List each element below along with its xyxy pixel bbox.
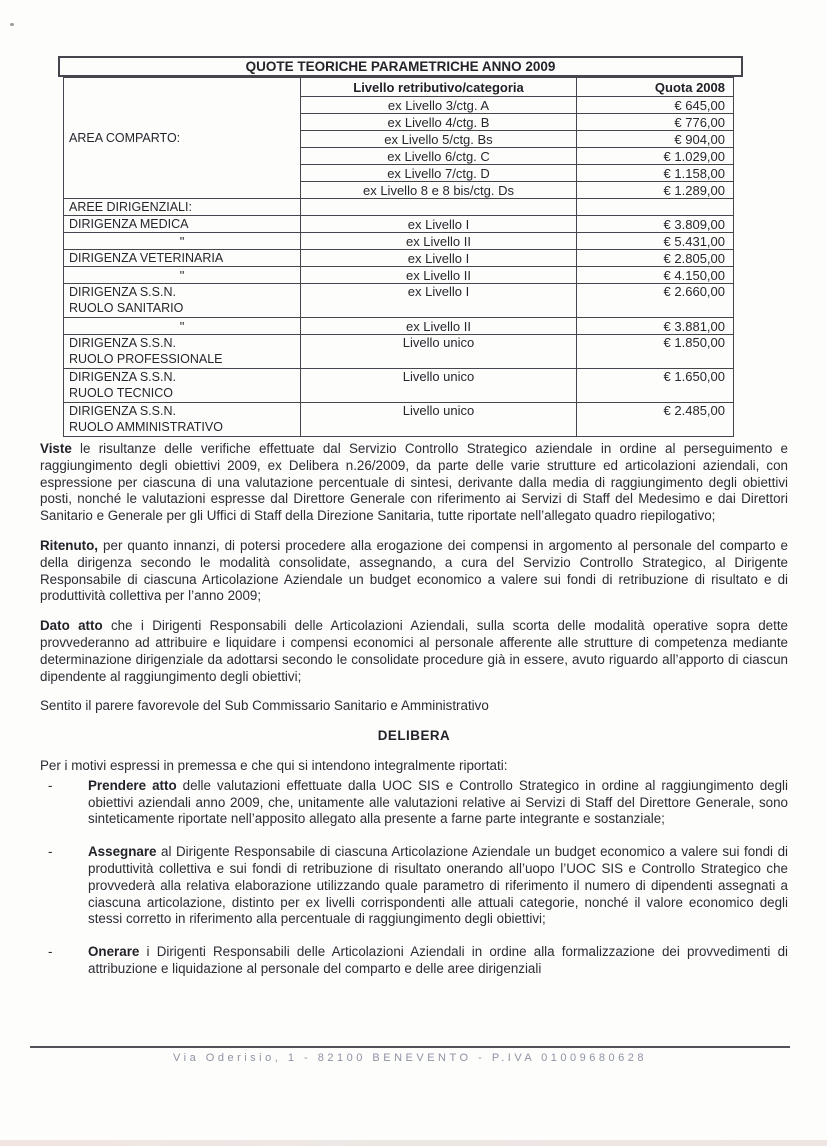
quota-cell: € 904,00 xyxy=(577,131,734,148)
level-cell: Livello unico xyxy=(301,369,577,403)
list-item-onerare xyxy=(40,944,788,978)
list-item-lead: Assegnare xyxy=(88,844,157,860)
level-cell: ex Livello II xyxy=(301,267,577,284)
dirigenza-label-line2: RUOLO SANITARIO xyxy=(69,301,184,315)
ditto-mark-cell: " xyxy=(64,233,301,250)
dirigenza-label-cell xyxy=(64,335,301,369)
table-row xyxy=(64,267,734,284)
list-item-lead: Prendere atto xyxy=(88,777,177,793)
quota-cell: € 1.029,00 xyxy=(577,148,734,165)
table-title: QUOTE TEORICHE PARAMETRICHE ANNO 2009 xyxy=(58,56,743,77)
quota-cell: € 5.431,00 xyxy=(577,233,734,250)
paragraph-text: per quanto innanzi, di potersi procedere alla erogazione dei compensi in argomento al personale del comparto e della dirigenza secondo le modalità consolidate, assegnando, a cura del Servizio Controllo Strategico, al Dirigente Responsabile di ciascuna Articolazione Aziendale un budget economico a valere sui fondi di retribuzione di risultato e di produttività collettiva per l’anno 2009; xyxy=(40,537,788,604)
quota-cell: € 3.809,00 xyxy=(577,216,734,233)
level-cell: ex Livello 7/ctg. D xyxy=(301,165,577,182)
level-cell: ex Livello 3/ctg. A xyxy=(301,97,577,114)
quota-table xyxy=(63,77,734,437)
table-row xyxy=(64,369,734,403)
quota-cell: € 1.158,00 xyxy=(577,165,734,182)
paragraph-text: le risultanze delle verifiche effettuate dal Servizio Controllo Strategico aziendale in ordine al perseguimento e raggiungimento degli obiettivi 2009, ex Delibera n.26/2009, da parte delle varie strutture ed articolazioni aziendali, con espressione per ciascuna di una valutazione percentuale di sintesi, derivante dalla media di raggiungimento degli obiettivi posti, nonché le valutazioni espresse dal Direttore Generale con riferimento ai Servizi di Staff del Medesimo e dai Direttori Sanitario e Generale per gli Uffici di Staff della Direzione Sanitaria, tutte riportate nell’allegato quadro riepilogativo; xyxy=(40,441,788,524)
level-cell: ex Livello II xyxy=(301,318,577,335)
list-item-assegnare xyxy=(40,844,788,928)
dirigenza-label-line1: DIRIGENZA S.S.N. xyxy=(69,336,176,350)
quota-cell: € 645,00 xyxy=(577,97,734,114)
aree-dirigenziali-row xyxy=(64,199,734,216)
footer-divider xyxy=(30,1046,790,1048)
level-cell: Livello unico xyxy=(301,403,577,437)
footer-address: Via Oderisio, 1 - 82100 BENEVENTO - P.IVA 01009680628 xyxy=(173,1052,647,1064)
level-cell: ex Livello 5/ctg. Bs xyxy=(301,131,577,148)
table-row xyxy=(64,335,734,369)
paragraph-lead: Ritenuto, xyxy=(40,537,99,553)
level-cell: ex Livello II xyxy=(301,233,577,250)
dirigenza-label-cell: DIRIGENZA MEDICA xyxy=(64,216,301,233)
level-cell: ex Livello 8 e 8 bis/ctg. Ds xyxy=(301,182,577,199)
col-header-quota: Quota 2008 xyxy=(577,78,734,97)
quota-cell: € 776,00 xyxy=(577,114,734,131)
paragraph-viste xyxy=(40,441,788,525)
quota-cell: € 1.650,00 xyxy=(577,369,734,403)
quota-cell: € 3.881,00 xyxy=(577,318,734,335)
table-row xyxy=(64,318,734,335)
table-row xyxy=(64,250,734,267)
list-item-prendere-atto xyxy=(40,778,788,828)
table-row xyxy=(64,403,734,437)
dirigenza-label-line1: DIRIGENZA S.S.N. xyxy=(69,285,176,299)
table-row xyxy=(64,233,734,250)
level-cell: ex Livello 6/ctg. C xyxy=(301,148,577,165)
delibera-heading: DELIBERA xyxy=(377,728,451,744)
quota-cell: € 2.485,00 xyxy=(577,403,734,437)
dirigenza-label-line1: DIRIGENZA S.S.N. xyxy=(69,370,176,384)
bullet-dash: - xyxy=(48,944,53,960)
dirigenza-label-cell: DIRIGENZA VETERINARIA xyxy=(64,250,301,267)
paragraph-lead: Dato atto xyxy=(40,618,103,634)
list-item-lead: Onerare xyxy=(88,944,140,960)
dirigenza-label-line2: RUOLO PROFESSIONALE xyxy=(69,352,223,366)
ditto-mark-cell: " xyxy=(64,318,301,335)
list-item-text: i Dirigenti Responsabili delle Articolazioni Aziendali in ordine alla formalizzazione dei provvedimenti di attribuzione e liquidazione al personale del comparto e delle aree dirigenziali xyxy=(88,944,788,976)
dirigenza-label-line2: RUOLO TECNICO xyxy=(69,386,173,400)
quota-cell xyxy=(577,199,734,216)
aree-dirigenziali-cell: AREE DIRIGENZIALI: xyxy=(64,199,301,216)
dirigenza-label-cell xyxy=(64,403,301,437)
quota-cell: € 1.289,00 xyxy=(577,182,734,199)
paragraph-text: che i Dirigenti Responsabili delle Articolazioni Aziendali, sulla scorta delle modalità operative sopra dette provvederanno ad attribuire e liquidare i compensi economici al personale afferente alle strutture di competenza mediante determinazione dirigenziale da adottarsi secondo le consolidate procedure già in essere, avuto riguardo all’apporto di ciascun dipendente al raggiungimento degli obiettivi; xyxy=(40,618,788,684)
col-header-level: Livello retributivo/categoria xyxy=(301,78,577,97)
ditto-mark-cell: " xyxy=(64,267,301,284)
dirigenza-label-line1: DIRIGENZA S.S.N. xyxy=(69,404,176,418)
dirigenza-label-cell xyxy=(64,369,301,403)
table-header-row xyxy=(64,78,734,97)
list-item-text: al Dirigente Responsabile di ciascuna Articolazione Aziendale un budget economico a valere sui fondi di produttività collettiva e sui fondi di retribuzione di risultato onerando all’uopo l’UOC SIS e Controllo Strategico che provvederà alla relativa elaborazione utilizzando quale parametro di riferimento il numero di dipendenti assegnati a ciascuna articolazione, distinto per ex livelli corrispondenti alle attuali categorie, nonché il valore economico degli stessi corretto in riferimento alla percentuale di raggiungimento degli obiettivi; xyxy=(88,844,788,927)
level-cell: ex Livello 4/ctg. B xyxy=(301,114,577,131)
scan-edge-band xyxy=(0,1140,827,1146)
paragraph-lead: Viste xyxy=(40,441,72,456)
quota-cell: € 2.805,00 xyxy=(577,250,734,267)
quota-cell: € 4.150,00 xyxy=(577,267,734,284)
level-cell: ex Livello I xyxy=(301,250,577,267)
level-cell: Livello unico xyxy=(301,335,577,369)
paragraph-dato-atto xyxy=(40,618,788,685)
scan-speck xyxy=(10,23,14,26)
bullet-dash: - xyxy=(48,844,53,860)
quota-cell: € 1.850,00 xyxy=(577,335,734,369)
bullet-dash: - xyxy=(48,777,53,793)
table-row xyxy=(64,284,734,318)
paragraph-sentito: Sentito il parere favorevole del Sub Commissario Sanitario e Amministrativo xyxy=(40,698,489,714)
list-item-text: delle valutazioni effettuate dalla UOC SIS e Controllo Strategico in ordine al raggiungimento degli obiettivi aziendali anno 2009, che, unitamente alle valutazioni relative ai Servizi di Staff del Direttore Generale, sono sinteticamente riportate nell’apposito allegato alla presente a farne parte integrante e sostanziale; xyxy=(88,777,788,827)
dirigenza-label-cell xyxy=(64,284,301,318)
level-cell xyxy=(301,199,577,216)
paragraph-ritenuto xyxy=(40,538,788,605)
level-cell: ex Livello I xyxy=(301,284,577,318)
document-body xyxy=(40,441,788,978)
quota-cell: € 2.660,00 xyxy=(577,284,734,318)
paragraph-motivi: Per i motivi espressi in premessa e che qui si intendono integralmente riportati: xyxy=(40,757,508,773)
table-row xyxy=(64,216,734,233)
dirigenza-label-line2: RUOLO AMMINISTRATIVO xyxy=(69,420,223,434)
area-comparto-cell: AREA COMPARTO: xyxy=(64,78,301,199)
level-cell: ex Livello I xyxy=(301,216,577,233)
